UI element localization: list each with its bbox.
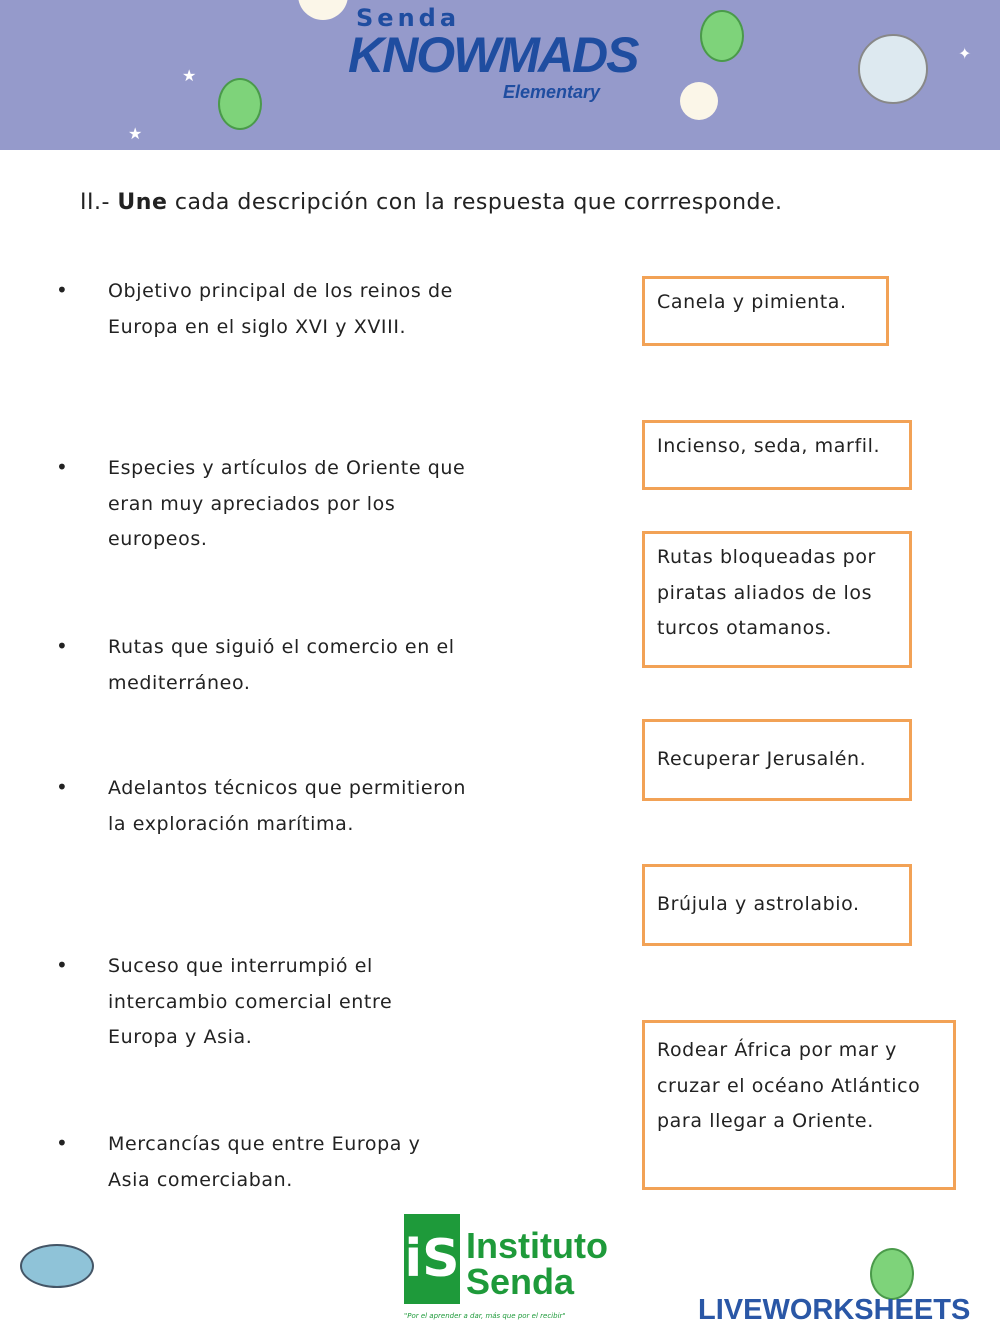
planet-icon [298,0,348,20]
school-logo-mark: iS [404,1214,460,1304]
school-name-line1: Instituto [466,1225,608,1266]
school-name-line2: Senda [466,1261,575,1302]
star-icon: ✦ [958,44,972,63]
alien-icon [870,1248,914,1300]
bullet: • [56,775,68,799]
description-3[interactable]: Rutas que siguió el comercio en el mediterráneo. [108,636,455,694]
globe-icon [858,34,928,104]
description-6[interactable]: Mercancías que entre Europa y Asia comerciaban. [108,1133,421,1191]
brand-top: Senda [356,4,461,32]
instruction [80,190,783,215]
description-1[interactable]: Objetivo principal de los reinos de Europa en el siglo XVI y XVIII. [108,280,453,338]
instruction-number: II.- [80,190,110,215]
brand-sub: Elementary [503,82,601,102]
instruction-verb: Une [117,190,168,215]
bullet: • [56,1131,68,1155]
instruction-text: cada descripción con la respuesta que corrresponde. [174,190,783,215]
school-motto: "Por el aprender a dar, más que por el recibir" [404,1312,566,1320]
header-banner [0,0,1000,150]
bullet: • [56,455,68,479]
answer-box-6[interactable]: Rodear África por mar y cruzar el océano Atlántico para llegar a Oriente. [642,1020,956,1190]
star-icon: ★ [128,124,143,143]
description-4[interactable]: Adelantos técnicos que permitieron la exploración marítima. [108,777,467,835]
description-2[interactable]: Especies y artículos de Oriente que eran muy apreciados por los europeos. [108,457,466,550]
alien-icon [700,10,744,62]
bullet: • [56,634,68,658]
ufo-icon [20,1244,94,1288]
star-icon: ★ [182,66,197,85]
alien-icon [218,78,262,130]
answer-box-5[interactable]: Brújula y astrolabio. [642,864,912,946]
answer-box-1[interactable]: Canela y pimienta. [642,276,889,346]
bullet: • [56,953,68,977]
bullet: • [56,278,68,302]
school-name [466,1225,608,1302]
description-5[interactable]: Suceso que interrumpió el intercambio comercial entre Europa y Asia. [108,955,393,1048]
answer-box-3[interactable]: Rutas bloqueadas por piratas aliados de los turcos otamanos. [642,531,912,668]
brand-logo: KNOWMADS [348,27,638,83]
liveworksheets-watermark: LIVEWORKSHEETS [698,1294,971,1326]
answer-box-4[interactable]: Recuperar Jerusalén. [642,719,912,801]
answer-box-2[interactable]: Incienso, seda, marfil. [642,420,912,490]
planet-icon [680,82,718,120]
